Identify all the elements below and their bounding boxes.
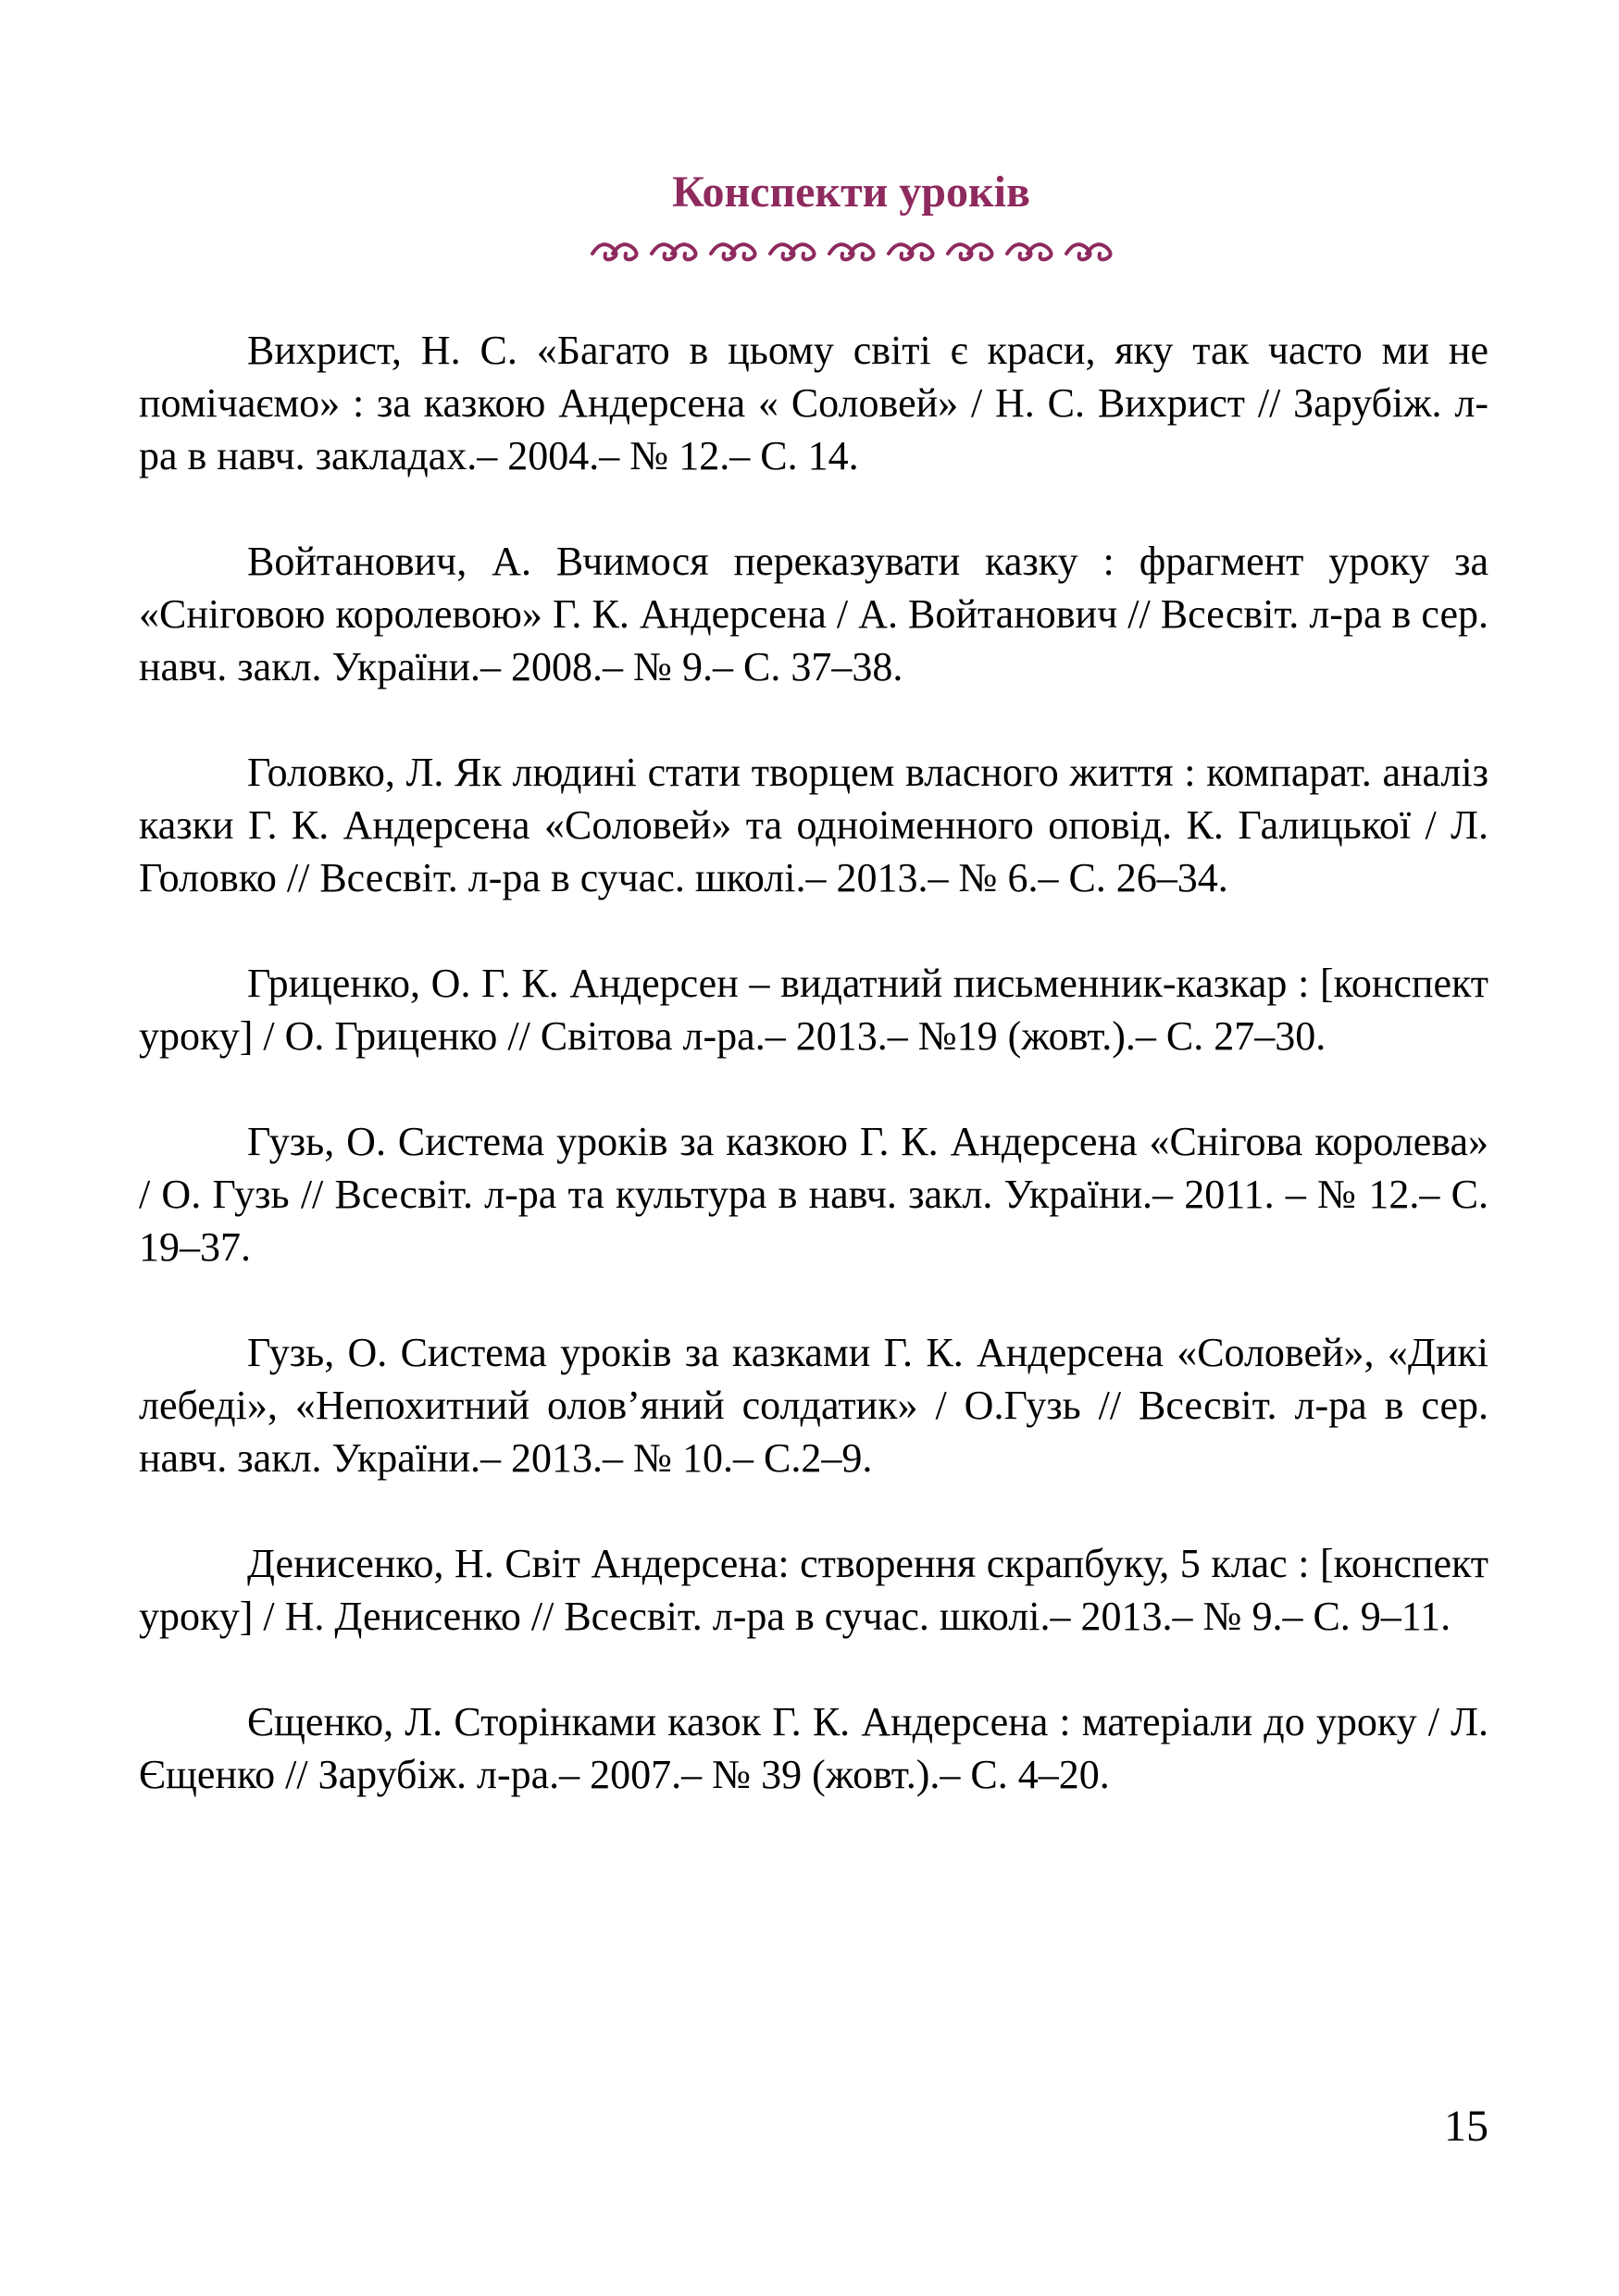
bibliography-entry: Денисенко, Н. Світ Андерсена: створення скрапбуку, 5 клас : [конспект уроку] / Н. Денисенко // Всесвіт. л-ра в сучас. школі.– 2013.– № 9.– С. 9–11. [139,1541,1488,1639]
ornament-divider [583,233,1139,270]
bibliography-entry: Головко, Л. Як людині стати творцем власного життя : компарат. аналіз казки Г. К. Андерсена «Соловей» та одноіменного оповід. К. Галицької / Л. Головко // Всесвіт. л-ра в сучас. школі.– 2013.– № 6.– С. 26–34. [139,750,1488,900]
page-number: 15 [1444,2102,1488,2151]
bibliography-list [139,324,1488,1854]
bibliography-entry: Гриценко, О. Г. К. Андерсен – видатний письменник-казкар : [конспект уроку] / О. Гриценко // Світова л-ра.– 2013.– №19 (жовт.).– С. 27–30. [139,961,1488,1059]
bibliography-entry: Вихрист, Н. С. «Багато в цьому світі є краси, яку так часто ми не помічаємо» : за казкою Андерсена « Соловей» / Н. С. Вихрист // Зарубіж. л-ра в навч. закладах.– 2004.– № 12.– С. 14. [139,328,1488,478]
bibliography-entry: Єщенко, Л. Сторінками казок Г. К. Андерсена : матеріали до уроку / Л. Єщенко // Зарубіж. л-ра.– 2007.– № 39 (жовт.).– С. 4–20. [139,1699,1488,1797]
page-title: Конспекти уроків [672,168,1030,217]
bibliography-entry: Гузь, О. Система уроків за казкою Г. К. Андерсена «Снігова королева» / О. Гузь // Всесвіт. л-ра та культура в навч. закл. України.– 2011. – № 12.– С. 19–37. [139,1119,1488,1270]
bibliography-entry: Гузь, О. Система уроків за казками Г. К. Андерсена «Соловей», «Дикі лебеді», «Непохитний олов’яний солдатик» / О.Гузь // Всесвіт. л-ра в сер. навч. закл. України.– 2013.– № 10.– С.2–9. [139,1330,1488,1481]
bibliography-entry: Войтанович, А. Вчимося переказувати казку : фрагмент уроку за «Сніговою королевою» Г. К. Андерсена / А. Войтанович // Всесвіт. л-ра в сер. навч. закл. України.– 2008.– № 9.– С. 37–38. [139,539,1488,689]
